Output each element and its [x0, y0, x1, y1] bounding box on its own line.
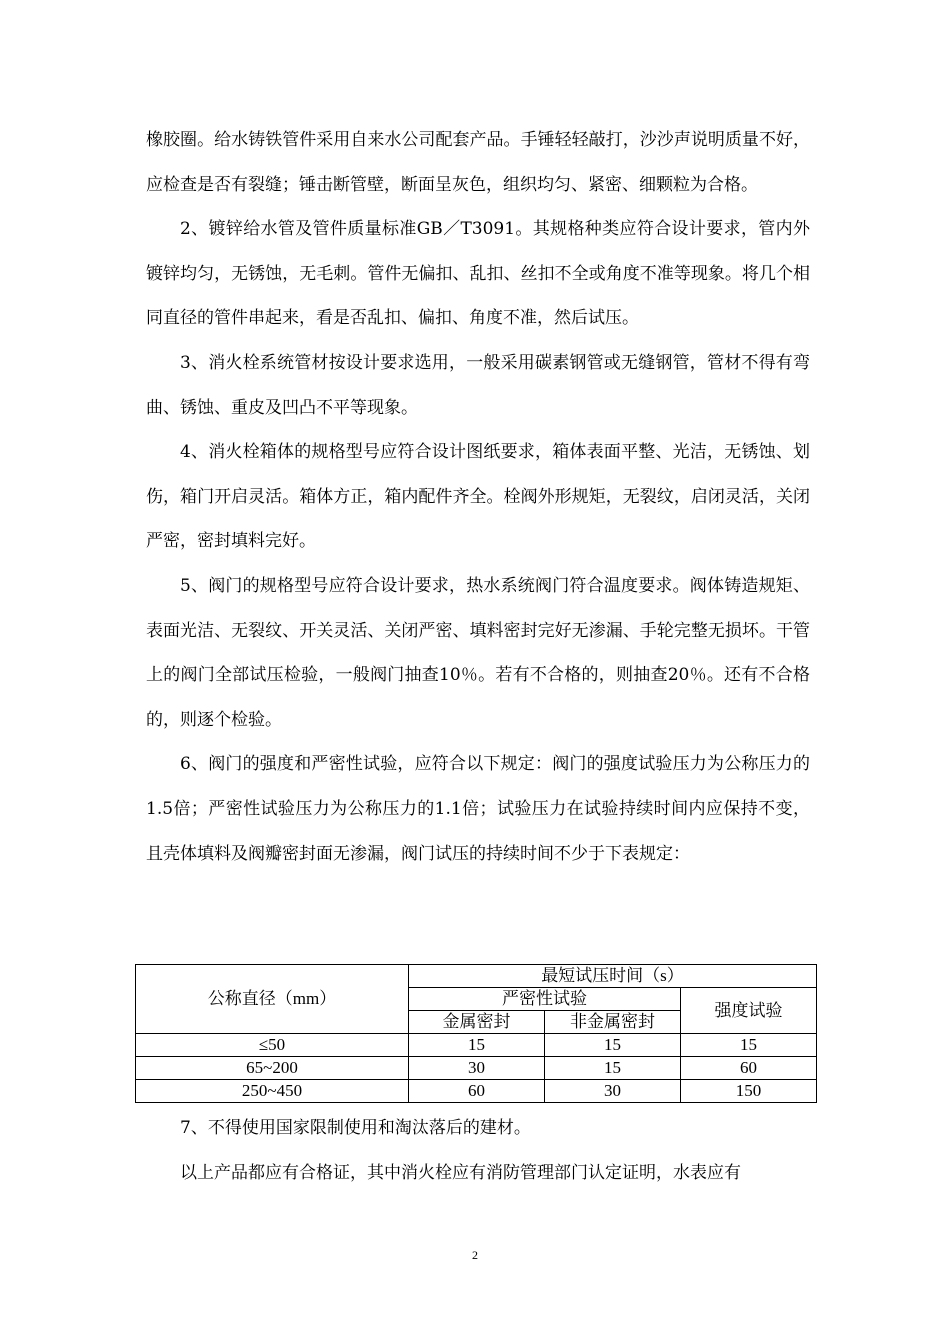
cell-metal-seal: 60	[409, 1080, 545, 1103]
header-min-test-time: 最短试压时间（s）	[409, 965, 817, 988]
paragraph-item-3: 3、消火栓系统管材按设计要求选用，一般采用碳素钢管或无缝钢管，管材不得有弯曲、锈蚀、重皮及凹凸不平等现象。	[146, 352, 810, 418]
body-text	[146, 118, 810, 876]
header-metal-seal: 金属密封	[409, 1011, 545, 1034]
paragraph-closing: 以上产品都应有合格证，其中消火栓应有消防管理部门认定证明，水表应有	[180, 1162, 741, 1183]
page-number: 2	[472, 1248, 478, 1262]
paragraph-item-5: 5、阀门的规格型号应符合设计要求，热水系统阀门符合温度要求。阀体铸造规矩、表面光洁、无裂纹、开关灵活、关闭严密、填料密封完好无渗漏、手轮完整无损坏。干管上的阀门全部试压检验，一般阀门抽查10％。若有不合格的，则抽查20％。还有不合格的，则逐个检验。	[146, 575, 810, 730]
table-row	[136, 1034, 817, 1057]
cell-nonmetal-seal: 30	[545, 1080, 681, 1103]
paragraph-item-2: 2、镀锌给水管及管件质量标准GB／T3091。其规格种类应符合设计要求，管内外镀锌均匀，无锈蚀，无毛刺。管件无偏扣、乱扣、丝扣不全或角度不准等现象。将几个相同直径的管件串起来，看是否乱扣、偏扣、角度不准，然后试压。	[146, 219, 810, 329]
table-row	[136, 1080, 817, 1103]
header-strength-test: 强度试验	[681, 988, 817, 1034]
header-nominal-diameter: 公称直径（mm）	[136, 965, 409, 1034]
paragraph-item-6: 6、阀门的强度和严密性试验，应符合以下规定：阀门的强度试验压力为公称压力的1.5倍；严密性试验压力为公称压力的1.1倍；试验压力在试验持续时间内应保持不变，且壳体填料及阀瓣密封面无渗漏，阀门试压的持续时间不少于下表规定：	[146, 754, 810, 864]
valve-test-duration-table	[135, 964, 817, 1103]
cell-nonmetal-seal: 15	[545, 1057, 681, 1080]
cell-diameter: 250~450	[136, 1080, 409, 1103]
paragraph-item-4: 4、消火栓箱体的规格型号应符合设计图纸要求，箱体表面平整、光洁，无锈蚀、划伤，箱门开启灵活。箱体方正，箱内配件齐全。栓阀外形规矩，无裂纹，启闭灵活，关闭严密，密封填料完好。	[146, 442, 810, 552]
paragraph-item-7: 7、不得使用国家限制使用和淘汰落后的建材。	[180, 1118, 531, 1138]
cell-strength: 150	[681, 1080, 817, 1103]
cell-strength: 15	[681, 1034, 817, 1057]
paragraph-continuation: 橡胶圈。给水铸铁管件采用自来水公司配套产品。手锤轻轻敲打，沙沙声说明质量不好，应检查是否有裂缝；锤击断管壁，断面呈灰色，组织均匀、紧密、细颗粒为合格。	[146, 130, 810, 195]
cell-metal-seal: 30	[409, 1057, 545, 1080]
body-text-after-table	[146, 1106, 810, 1195]
cell-diameter: ≤50	[136, 1034, 409, 1057]
header-nonmetal-seal: 非金属密封	[545, 1011, 681, 1034]
cell-metal-seal: 15	[409, 1034, 545, 1057]
header-tightness-test: 严密性试验	[409, 988, 681, 1011]
cell-diameter: 65~200	[136, 1057, 409, 1080]
table-row	[136, 1057, 817, 1080]
cell-nonmetal-seal: 15	[545, 1034, 681, 1057]
table-header-row	[136, 965, 817, 988]
cell-strength: 60	[681, 1057, 817, 1080]
